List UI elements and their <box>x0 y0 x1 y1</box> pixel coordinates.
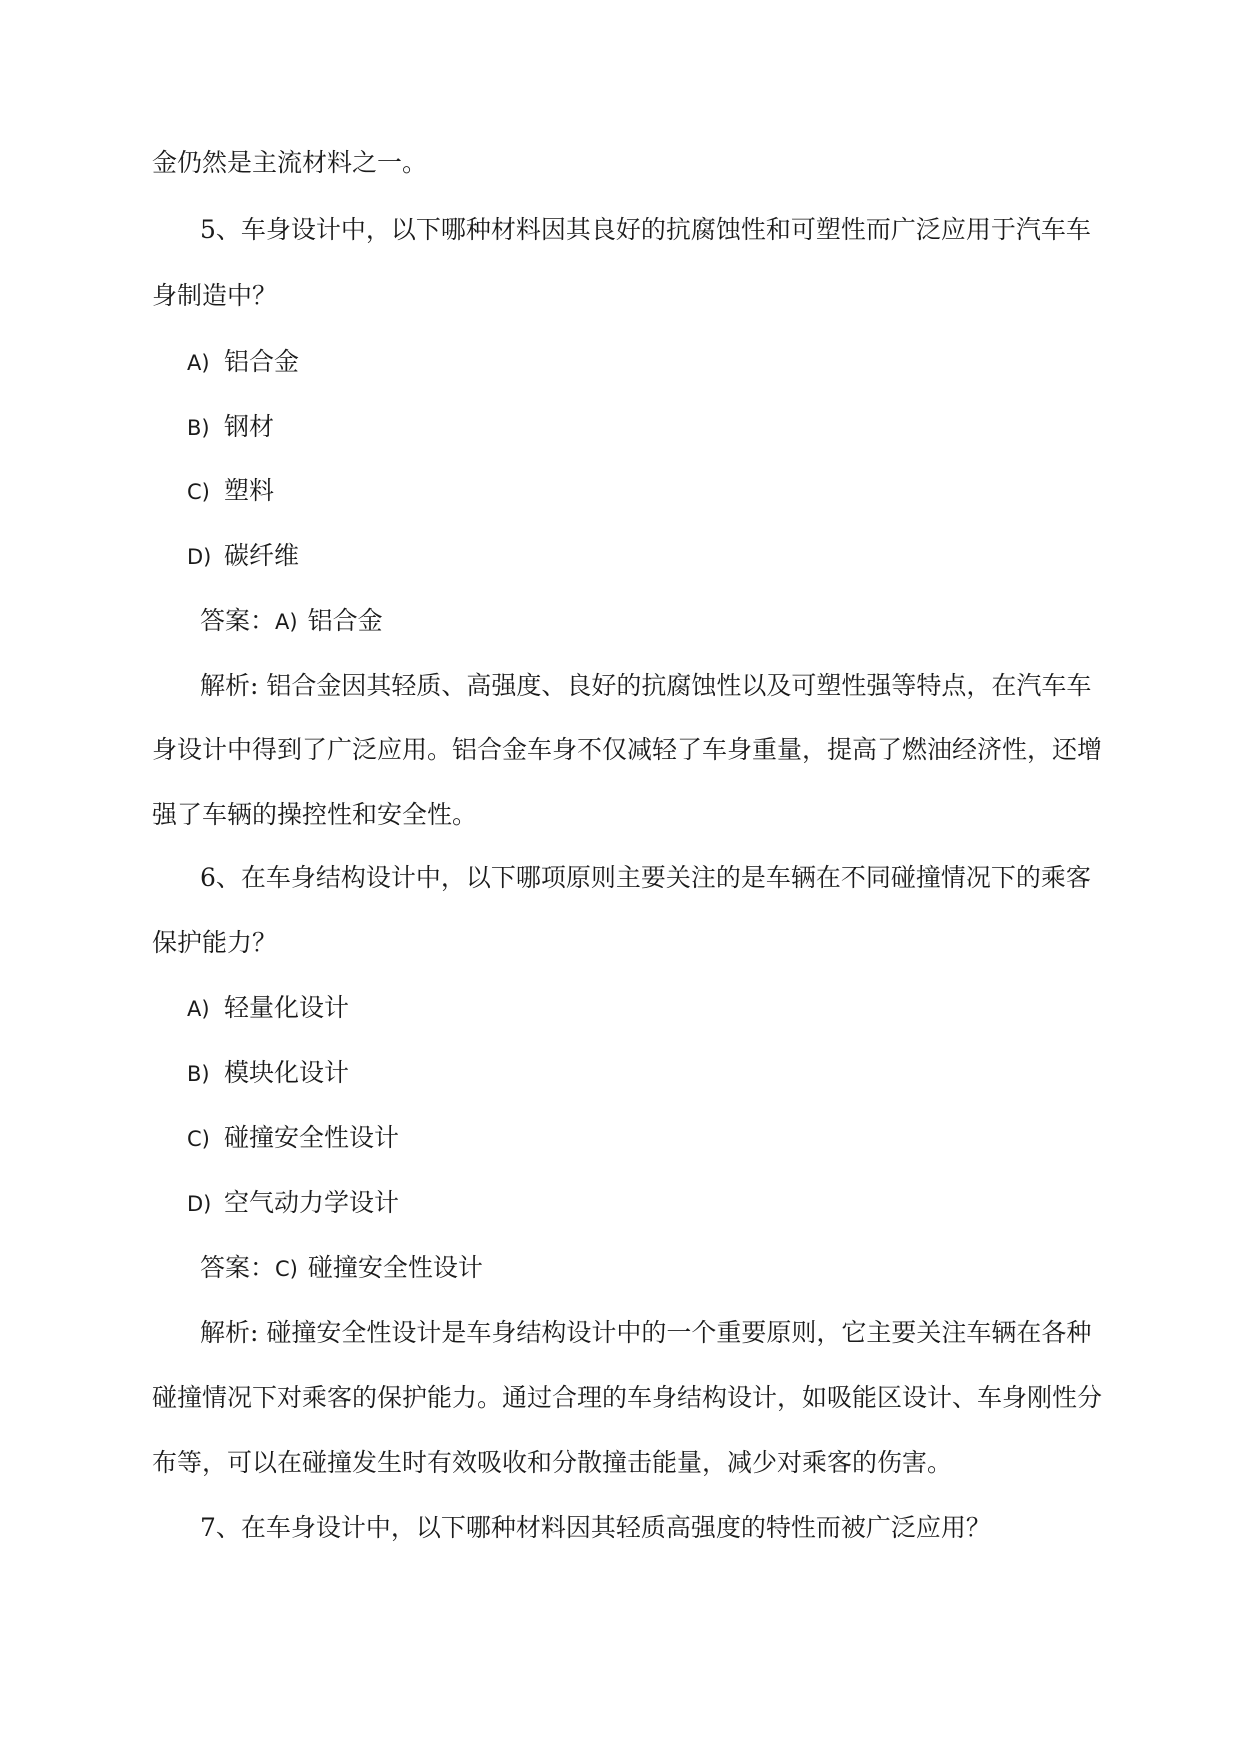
option-text: 模块化设计 <box>224 1058 350 1087</box>
question-6-option-a <box>187 993 349 1024</box>
option-label: D) <box>187 545 212 569</box>
intro-text: 金仍然是主流材料之一。 <box>152 148 428 177</box>
answer-prefix: 答案： <box>200 1253 276 1282</box>
option-text: 空气动力学设计 <box>224 1188 400 1217</box>
answer-prefix: 答案： <box>200 606 276 635</box>
option-text: 碳纤维 <box>224 541 300 570</box>
question-5-option-d <box>187 541 299 572</box>
question-5-option-c <box>187 476 274 507</box>
option-text: 碰撞安全性设计 <box>224 1123 400 1152</box>
question-5-answer <box>200 606 383 637</box>
answer-label: A) <box>275 610 298 634</box>
option-label: C) <box>187 1127 210 1151</box>
question-6-answer <box>200 1253 483 1284</box>
option-text: 钢材 <box>224 412 275 441</box>
question-5-option-b <box>187 412 274 443</box>
answer-text: 铝合金 <box>307 606 383 635</box>
answer-text: 碰撞安全性设计 <box>307 1253 483 1282</box>
answer-label: C) <box>275 1257 298 1281</box>
question-5-analysis-line-1: 解析: 铝合金因其轻质、高强度、良好的抗腐蚀性以及可塑性强等特点，在汽车车 <box>200 671 1092 700</box>
question-6-analysis-line-1: 解析: 碰撞安全性设计是车身结构设计中的一个重要原则，它主要关注车辆在各种 <box>200 1318 1092 1347</box>
question-6-stem-line-1: 6、在车身结构设计中，以下哪项原则主要关注的是车辆在不同碰撞情况下的乘客 <box>200 863 1091 892</box>
option-label: B) <box>187 1062 210 1086</box>
question-6-option-d <box>187 1188 399 1219</box>
option-label: D) <box>187 1192 212 1216</box>
option-label: C) <box>187 480 210 504</box>
question-6-analysis-line-2: 碰撞情况下对乘客的保护能力。通过合理的车身结构设计，如吸能区设计、车身刚性分 <box>152 1383 1103 1412</box>
question-6-stem-line-2: 保护能力？ <box>152 928 278 957</box>
question-5-stem-line-2: 身制造中？ <box>152 281 278 310</box>
question-5-analysis-line-3: 强了车辆的操控性和安全性。 <box>152 800 478 829</box>
question-6-option-b <box>187 1058 349 1089</box>
option-text: 塑料 <box>224 476 275 505</box>
option-label: A) <box>187 997 210 1021</box>
option-label: B) <box>187 416 210 440</box>
question-6-analysis-line-3: 布等，可以在碰撞发生时有效吸收和分散撞击能量，减少对乘客的伤害。 <box>152 1448 953 1477</box>
question-5-analysis-line-2: 身设计中得到了广泛应用。铝合金车身不仅减轻了车身重量，提高了燃油经济性，还增 <box>152 735 1103 764</box>
question-7-stem-line-1: 7、在车身设计中，以下哪种材料因其轻质高强度的特性而被广泛应用？ <box>200 1513 991 1542</box>
question-6-option-c <box>187 1123 399 1154</box>
question-5-stem-line-1: 5、车身设计中，以下哪种材料因其良好的抗腐蚀性和可塑性而广泛应用于汽车车 <box>200 215 1091 244</box>
question-5-option-a <box>187 347 299 378</box>
option-text: 轻量化设计 <box>224 993 350 1022</box>
option-text: 铝合金 <box>224 347 300 376</box>
option-label: A) <box>187 351 210 375</box>
